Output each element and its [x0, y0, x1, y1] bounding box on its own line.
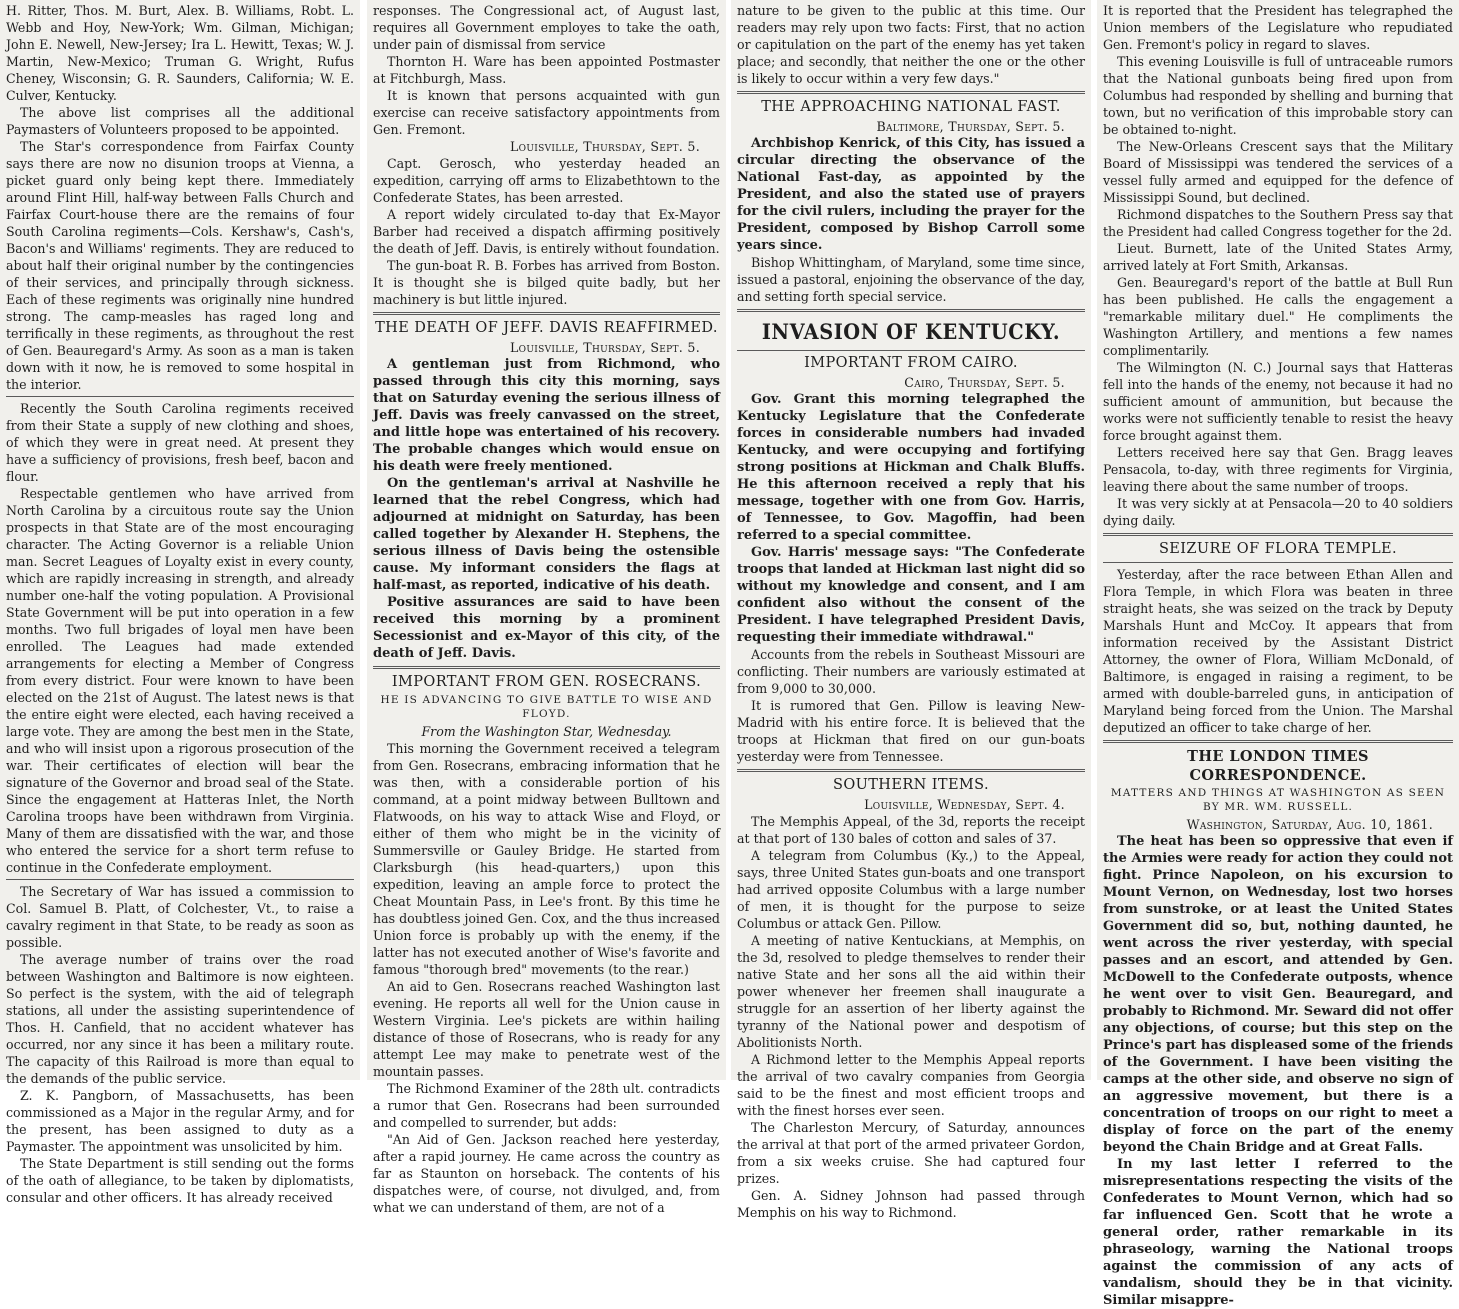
new-orleans-crescent: The New-Orleans Crescent says that the Military Board of Mississippi was tendered the services of a vessel fully armed and equipped for the defence of Mississippi Sound, but declined. [1103, 139, 1453, 205]
pillow-rumor: It is rumored that Gen. Pillow is leaving New-Madrid with his entire force. It is believed that the troops at Hickman that fired on our gun-boats yesterday were from Tennessee. [737, 698, 1085, 764]
north-carolina-report: Respectable gentlemen who have arrived from North Carolina by a circuitous route say the Union prospects in that State are of the most encouraging character. The Acting Governor is a reliable Union man. Secret Leagues of Loyalty exist in every county, which are rapidly increasing in strength, and already number one-half the voting population. A Provisional State Government will be put into operation in a few months. Two full brigades of loyal men have been enrolled. The Leagues had made extended arrangements for electing a Member of Congress from every district. Four were known to have been elected on the 21st of August. The latest news is that the entire eight were elected, each having received a large vote. They are among the best men in the State, and who will insist upon a rigorous prosecution of the war. Their certificates of election will bear the signature of the Governor and broad seal of the State. Since the engagement at Hatteras Inlet, the North Carolina troops have been withdrawn from Virginia. Many of them are dissatisfied with the war, and those who entered the service for a short term refuse to continue in the Confederate employment. [6, 486, 354, 875]
davis-paragraph-3: Positive assurances are said to have been received this morning by a prominent Secessionist and ex-Mayor of this city, of the death of Jeff. Davis. [373, 595, 720, 661]
dateline-cairo: Cairo, Thursday, Sept. 5. [904, 375, 1065, 390]
pensacola-sickness: It was very sickly at at Pensacola—20 to 40 soldiers dying daily. [1103, 496, 1453, 528]
railroad-trains: The average number of trains over the road between Washington and Baltimore is now eighteen. So perfect is the system, with the aid of telegraph stations, all under the assisting superintendence of Thos. H. Canfield, that no accident whatever has occurred, nor any since it has been a military route. The capacity of this Railroad is more than equal to the demands of the public service. [6, 952, 354, 1086]
missouri-accounts: Accounts from the rebels in Southeast Missouri are conflicting. Their numbers are variously estimated at from 9,000 to 30,000. [737, 647, 1085, 696]
dateline-louisville: Louisville, Thursday, Sept. 5. [510, 139, 700, 154]
headline-national-fast: THE APPROACHING NATIONAL FAST. [761, 99, 1061, 115]
carolina-supplies: Recently the South Carolina regiments received from their State a supply of new clothing and shoes, of which they were in great need. At present they have a sufficiency of provisions, fresh beef, bacon and flour. [6, 401, 354, 484]
headline-invasion-kentucky: INVASION OF KENTUCKY. [761, 319, 1061, 344]
headline-london-times: THE LONDON TIMES CORRESPONDENCE. [1187, 748, 1369, 784]
rosecrans-telegram: This morning the Government received a telegram from Gen. Rosecrans, embracing information that he was then, with a considerable portion of his command, at a point midway between Bulltown and Flatwoods, on his way to attack Wise and Floyd, or either of them who might be in the vicinity of Summersville or Gauley Bridge. He started from Clarksburgh (his head-quarters,) upon this expedition, leaving an ample force to protect the Cheat Mountain Pass, in Lee's front. By this time he has doubtless joined Gen. Cox, and the thus increased Union force is probably up with the enemy, if the latter has not executed another of Wise's favorite and famous "thorough bred" movements (to the rear.) [373, 741, 720, 977]
gutter-1 [360, 0, 367, 1080]
paymaster-summary: The above list comprises all the additional Paymasters of Volunteers proposed to be appointed. [6, 105, 354, 137]
gerosch-arrest: Capt. Gerosch, who yesterday headed an expedition, carrying off arms to Elizabethtown to the Confederate States, has been arrested. [373, 156, 720, 205]
louisville-rumors: This evening Louisville is full of untraceable rumors that the National gunboats being fired upon from Columbus had responded by shelling and burning that town, but no verification of this improbable story can be obtained to-night. [1103, 54, 1453, 137]
divider [1103, 740, 1453, 743]
dateline-baltimore: Baltimore, Thursday, Sept. 5. [876, 119, 1065, 134]
beauregard-report: Gen. Beauregard's report of the battle at Bull Run has been published. He calls the engagement a "remarkable military duel." He compliments the Washington Artillery, and mentions a few names complimentarily. [1103, 275, 1453, 358]
memphis-appeal: The Memphis Appeal, of the 3d, reports the receipt at that port of 130 bales of cotton and sales of 37. [737, 814, 1085, 846]
divider [737, 309, 1085, 312]
cairo-article [737, 391, 1085, 646]
headline-davis-death: THE DEATH OF JEFF. DAVIS REAFFIRMED. [375, 320, 718, 336]
columbus-telegram: A telegram from Columbus (Ky.,) to the Appeal, says, three United States gun-boats and one transport had arrived opposite Columbus with a large number of men, it is thought for the purpose to seize Columbus or attack Gen. Pillow. [737, 848, 1085, 931]
quote-continuation: nature to be given to the public at this time. Our readers may rely upon two facts: First, that no action or capitulation on the part of the enemy has yet taken place; and secondly, that neither the one or the other is likely to occur within a very few days." [737, 3, 1085, 86]
dateline-louisville-3: Louisville, Wednesday, Sept. 4. [864, 797, 1065, 812]
fremont-appointments: It is known that persons acquainted with gun exercise can receive satisfactory appointments from Gen. Fremont. [373, 88, 720, 137]
oath-responses: responses. The Congressional act, of August last, requires all Government employes to take the oath, under pain of dismissal from service [373, 3, 720, 52]
harris-message: Gov. Harris' message says: "The Confederate troops that landed at Hickman last night did so without my knowledge and consent, and I am confident also without the consent of the President. I have telegraphed President Davis, requesting their immediate withdrawal." [737, 545, 1085, 645]
gutter-2 [726, 0, 731, 1080]
grant-telegraph: Gov. Grant this morning telegraphed the Kentucky Legislature that the Confederate forces in considerable numbers had invaded Kentucky, and were occupying and fortifying strong positions at Hickman and Chalk Bluffs. He this afternoon received a reply that his message, together with one from Gov. Harris, of Tennessee, to Gov. Magoffin, had been referred to a special committee. [737, 392, 1085, 543]
flora-seizure: Yesterday, after the race between Ethan Allen and Flora Temple, in which Flora was beaten in three straight heats, she was seized on the track by Deputy Marshals Hunt and McCoy. It appears that from information received by the Assistant District Attorney, the owner of Flora, William McDonald, of Baltimore, is engaged in raising a regiment, to be armed with double-barreled guns, in anticipation of Maryland being forced from the Union. The Marshal deputized an officer to take charge of her. [1103, 567, 1453, 735]
divider [373, 312, 720, 315]
divider [6, 396, 354, 397]
davis-paragraph-2: On the gentleman's arrival at Nashville he learned that the rebel Congress, which had adjourned at midnight on Saturday, has been called together by Alexander H. Stephens, the serious illness of Davis being the ostensible cause. My informant considers the flags at half-mast, as reported, indicative of his death. [373, 476, 720, 593]
davis-article [373, 356, 720, 662]
subhead-rosecrans: HE IS ADVANCING TO GIVE BATTLE TO WISE AND FLOYD. [380, 694, 713, 720]
divider [737, 350, 1085, 351]
london-times-article [1103, 833, 1453, 1309]
wilmington-journal: The Wilmington (N. C.) Journal says that Hatteras fell into the hands of the enemy, not because it had no sufficient amount of ammunition, but because the works were not sufficiently tenable to resist the heavy force brought against them. [1103, 360, 1453, 443]
davis-paragraph-1: A gentleman just from Richmond, who passed through this city this morning, says that on Saturday evening the serious illness of Jeff. Davis was freely canvassed on the street, and little hope was entertained of his recovery. The probable changes which would ensue on his death were freely mentioned. [373, 357, 720, 474]
forbes-gunboat: The gun-boat R. B. Forbes has arrived from Boston. It is thought she is bilged quite badly, but her machinery is but little injured. [373, 258, 720, 307]
russell-paragraph-1: The heat has been so oppressive that even if the Armies were ready for action they could not fight. Prince Napoleon, on his excursion to Mount Vernon, on Wednesday, lost two horses from sunstroke, or at least the United States Government did so, but, nothing daunted, he went across the river yesterday, with special passes and an escort, and attended by Gen. McDowell to the Confederate outposts, whence he went over to visit Gen. Beauregard, and probably to Richmond. Mr. Seward did not offer any objections, of course; but this step on the Prince's part has displeased some of the friends of the Government. I have been visiting the camps at the other side, and observe no sign of an aggressive movement, but there is a concentration of troops on our right to meet a display of force on the part of the enemy beyond the Chain Bridge and at Great Falls. [1103, 834, 1454, 1155]
divider [6, 879, 354, 880]
russell-paragraph-2: In my last letter I referred to the misrepresentations respecting the visits of the Confederates to Mount Vernon, which had so far influenced Gen. Scott that he wrote a general order, rather remarkable in its phraseology, warning the National troops against the commission of any acts of vandalism, should they be in that vicinity. Similar misappre- [1103, 1157, 1453, 1308]
fast-article [737, 135, 1085, 254]
column-1 [0, 0, 360, 1205]
president-telegraph: It is reported that the President has telegraphed the Union members of the Legislature who repudiated Gen. Fremont's policy in regard to slaves. [1103, 3, 1453, 52]
richmond-dispatches: Richmond dispatches to the Southern Press say that the President had called Congress together for the 2d. [1103, 207, 1453, 239]
headline-cairo: IMPORTANT FROM CAIRO. [804, 355, 1018, 371]
richmond-examiner: The Richmond Examiner of the 28th ult. contradicts a rumor that Gen. Rosecrans had been surrounded and compelled to surrender, but adds: [373, 1081, 720, 1130]
kentuckians-meeting: A meeting of native Kentuckians, at Memphis, on the 3d, resolved to pledge themselves to render their native State and her sons all the aid within their power whenever her freemen shall inaugurate a struggle for an assertion of her liberty against the tyranny of the National power and despotism of Abolitionists North. [737, 933, 1085, 1050]
whittingham-pastoral: Bishop Whittingham, of Maryland, some time since, issued a pastoral, enjoining the observance of the day, and setting forth special service. [737, 255, 1085, 304]
column-4 [1097, 0, 1459, 1308]
divider [1103, 533, 1453, 536]
barber-dispatch: A report widely circulated to-day that Ex-Mayor Barber had received a dispatch affirming positively the death of Jeff. Davis, is entirely without foundation. [373, 207, 720, 256]
burnett-arrival: Lieut. Burnett, late of the United States Army, arrived lately at Fort Smith, Arkansas. [1103, 241, 1453, 273]
fairfax-report: The Star's correspondence from Fairfax County says there are now no disunion troops at Vienna, a picket guard only being kept there. Immediately around Flint Hill, half-way between Falls Church and Fairfax Court-house there are the remains of four South Carolina regiments—Cols. Kershaw's, Cash's, Bacon's and Williams' regiments. They are reduced to about half their original number by the contingencies of their services, and principally through sickness. Each of these regiments was originally nine hundred strong. The camp-measles has raged long and terrifically in these regiments, as throughout the rest of Gen. Beauregard's Army. As soon as a man is taken down with it now, he is removed to some hospital in the interior. [6, 139, 354, 392]
ware-postmaster: Thornton H. Ware has been appointed Postmaster at Fitchburgh, Mass. [373, 54, 720, 86]
divider [1103, 562, 1453, 563]
divider [737, 91, 1085, 94]
pangborn-commission: Z. K. Pangborn, of Massachusetts, has been commissioned as a Major in the regular Army, and for the present, has been assigned to duty as a Paymaster. The appointment was unsolicited by him. [6, 1088, 354, 1154]
gutter-3 [1091, 0, 1097, 1080]
source-washington-star: From the Washington Star, Wednesday. [421, 724, 672, 739]
platt-commission: The Secretary of War has issued a commission to Col. Samuel B. Platt, of Colchester, Vt., to raise a cavalry regiment in that State, to be ready as soon as possible. [6, 884, 354, 950]
headline-rosecrans: IMPORTANT FROM GEN. ROSECRANS. [391, 674, 702, 690]
charleston-mercury: The Charleston Mercury, of Saturday, announces the arrival at that port of the armed privateer Gordon, from a six weeks cruise. She had captured four prizes. [737, 1120, 1085, 1186]
johnson-memphis: Gen. A. Sidney Johnson had passed through Memphis on his way to Richmond. [737, 1188, 1085, 1220]
dateline-louisville-2: Louisville, Thursday, Sept. 5. [510, 340, 700, 355]
rosecrans-aid: An aid to Gen. Rosecrans reached Washington last evening. He reports all well for the Union cause in Western Virginia. Lee's pickets are within hailing distance of those of Rosecrans, who is ready for any attempt Lee may make to penetrate west of the mountain passes. [373, 979, 720, 1079]
headline-flora-temple: SEIZURE OF FLORA TEMPLE. [1158, 541, 1398, 557]
headline-southern-items: SOUTHERN ITEMS. [832, 777, 989, 793]
jackson-aid-quote: "An Aid of Gen. Jackson reached here yesterday, after a rapid journey. He came across the country as far as Staunton on horseback. The contents of his dispatches were, of course, not divulged, and, from what we can understand of them, are not of a [373, 1132, 720, 1215]
column-2 [367, 0, 726, 1215]
bragg-letters: Letters received here say that Gen. Bragg leaves Pensacola, to-day, with three regiments for Virginia, leaving there about the same number of troops. [1103, 445, 1453, 494]
dateline-washington: Washington, Saturday, Aug. 10, 1861. [1186, 817, 1433, 832]
richmond-letter: A Richmond letter to the Memphis Appeal reports the arrival of two cavalry companies from Georgia said to be the finest and most efficient troops and with the finest horses ever seen. [737, 1052, 1085, 1118]
subhead-london-times: MATTERS AND THINGS AT WASHINGTON AS SEEN BY MR. WM. RUSSELL. [1110, 787, 1446, 813]
column-3 [731, 0, 1091, 1220]
kenrick-circular: Archbishop Kenrick, of this City, has issued a circular directing the observance of the National Fast-day, as appointed by the President, and also the stated use of prayers for the civil rulers, including the prayer for the President, composed by Bishop Carroll some years since. [737, 136, 1085, 253]
state-department-oath: The State Department is still sending out the forms of the oath of allegiance, to be taken by diplomatists, consular and other officers. It has already received [6, 1156, 354, 1205]
paymaster-list: H. Ritter, Thos. M. Burt, Alex. B. Williams, Robt. L. Webb and Hoy, New-York; Wm. Gilman, Michigan; John E. Newell, New-Jersey; Ira L. Hewitt, Texas; W. J. Martin, New-Mexico; Truman G. Wright, Rufus Cheney, Wisconsin; G. R. Saunders, California; W. E. Culver, Kentucky. [6, 3, 354, 103]
divider [737, 769, 1085, 772]
divider [373, 666, 720, 669]
